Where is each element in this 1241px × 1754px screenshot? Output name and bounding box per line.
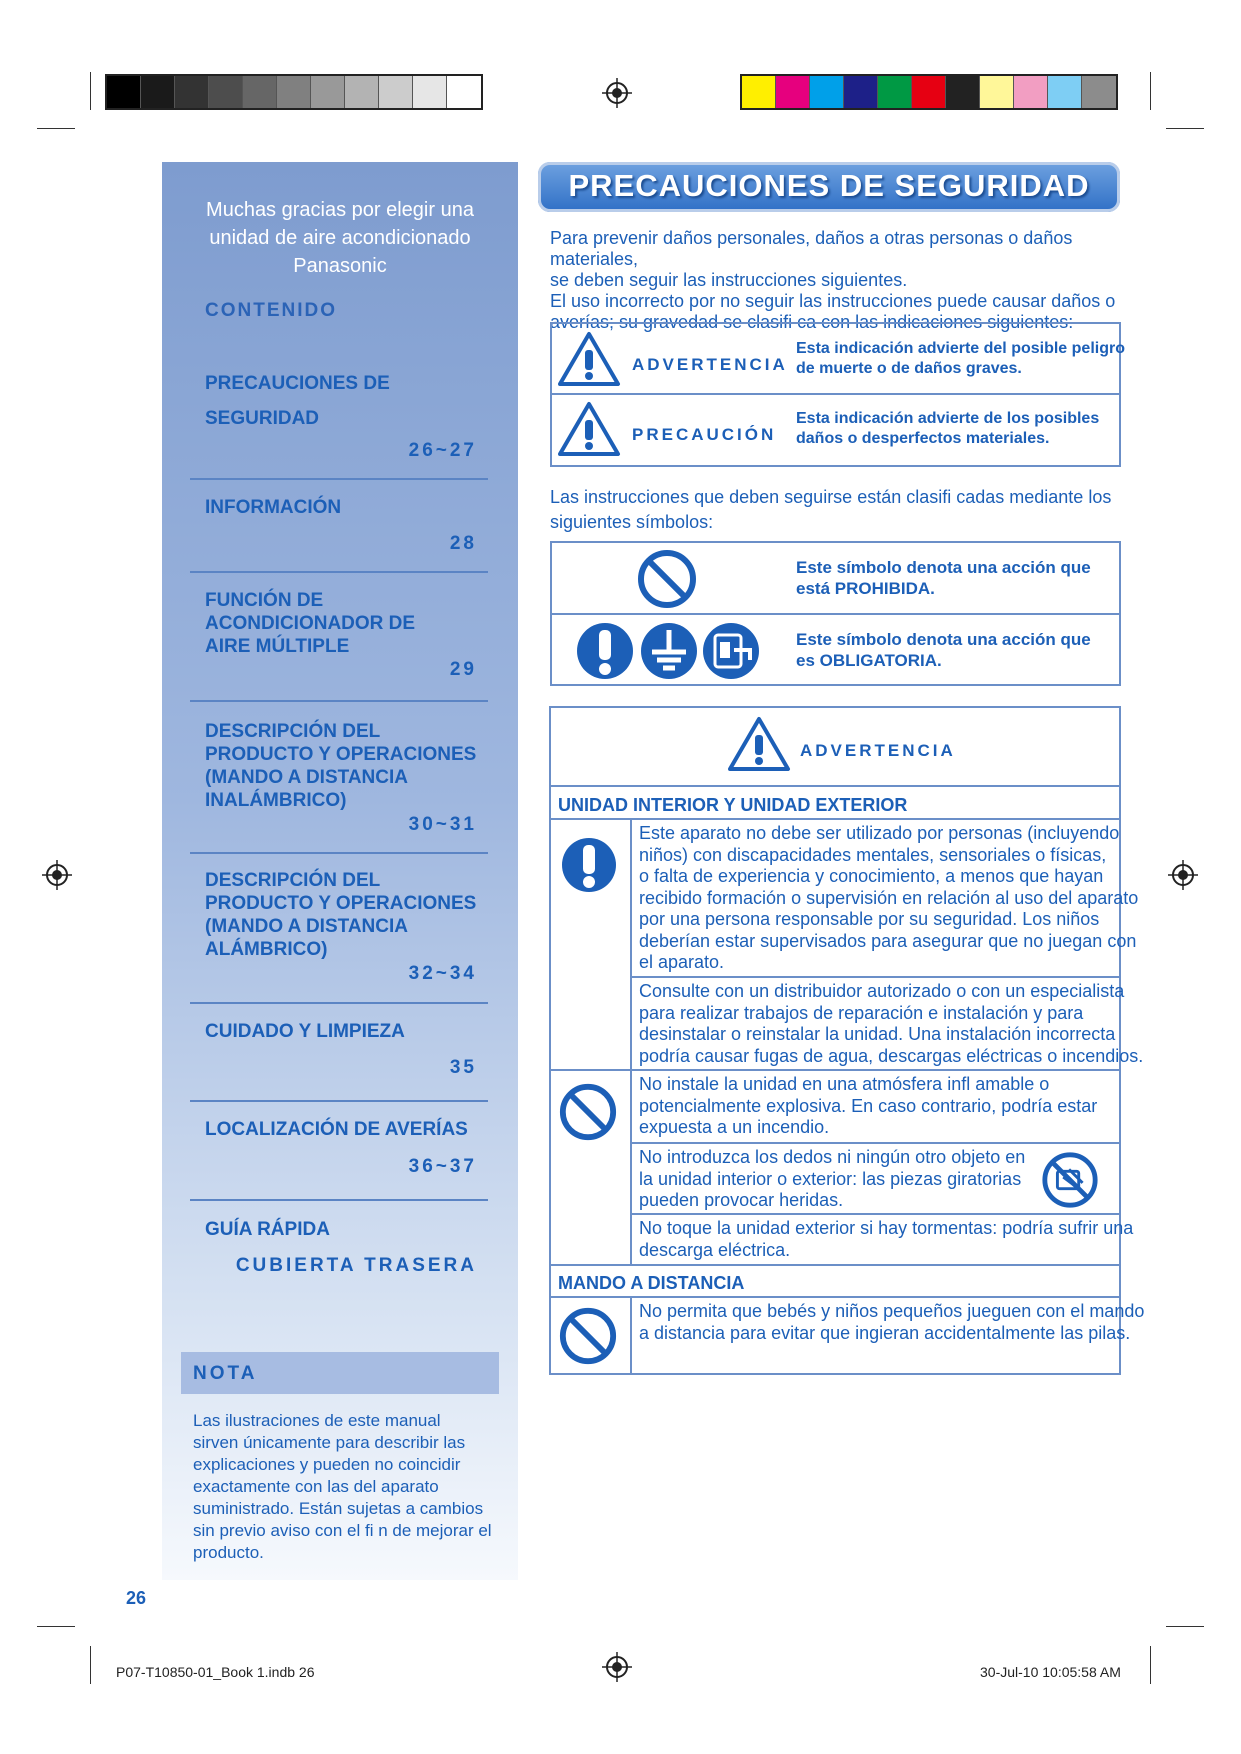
toc-title-line: (MANDO A DISTANCIA: [205, 916, 408, 937]
rule-line: No toque la unidad exterior si hay tormentas: podría sufrir una: [639, 1218, 1134, 1238]
level-line: daños o desperfectos materiales.: [796, 430, 1050, 447]
prohibited-icon: [636, 548, 698, 610]
rule-line: niños) con discapacidades mentales, sensoriales o físicas,: [639, 844, 1107, 865]
note-line: explicaciones y pueden no coincidir: [193, 1455, 461, 1474]
toc-title-line: INALÁMBRICO): [205, 790, 347, 811]
rule-line: recibido formación o supervisión en relación al uso del aparato: [639, 887, 1139, 908]
page-title: PRECAUCIONES DE SEGURIDAD: [568, 168, 1090, 203]
toc-item-page: 35: [449, 1057, 477, 1078]
rule-line: No instale la unidad en una atmósfera inﬂ amable o: [639, 1074, 1050, 1094]
rule-line: o falta de experiencia y conocimiento, a menos que hayan: [639, 866, 1104, 886]
toc-item-title[interactable]: [205, 1218, 330, 1241]
toc-item-page: 28: [449, 533, 477, 554]
warning-box-label: ADVERTENCIA: [800, 741, 956, 760]
intro-text: [550, 228, 1130, 333]
symbol-line: Este símbolo denota una acción que: [796, 630, 1091, 649]
table-divider: [549, 1264, 1121, 1266]
toc-divider: [190, 1100, 488, 1102]
toc-title-line: GUÍA RÁPIDA: [205, 1219, 330, 1240]
level-label-advertencia: ADVERTENCIA: [632, 355, 788, 374]
rule-text: [639, 823, 1138, 974]
toc-title-line: (MANDO A DISTANCIA: [205, 767, 408, 788]
rule-line: el aparato.: [639, 952, 725, 972]
mandatory-icon: [574, 620, 636, 682]
symbols-intro-line: siguientes símbolos:: [550, 512, 714, 532]
rule-line: No introduzca los dedos ni ningún otro objeto en: [639, 1147, 1026, 1167]
mandatory-icon: [560, 836, 618, 894]
thanks-line: unidad de aire acondicionado: [209, 227, 471, 249]
rule-line: Consulte con un distribuidor autorizado o con un especialista: [639, 981, 1125, 1001]
intro-line: El uso incorrecto por no seguir las instrucciones puede causar daños o: [550, 291, 1116, 311]
table-divider: [630, 1142, 1121, 1144]
section-heading: UNIDAD INTERIOR Y UNIDAD EXTERIOR: [558, 795, 908, 815]
column-divider: [630, 1296, 632, 1375]
registration-mark-icon: [42, 860, 72, 890]
toc-title-line: AIRE MÚLTIPLE: [205, 636, 350, 657]
toc-item-title[interactable]: [205, 869, 476, 961]
intro-line: averías; su gravedad se clasiﬁ ca con las indicaciones siguientes:: [550, 312, 1074, 332]
rule-line: deberían estar supervisados para asegurar que no juegan con: [639, 930, 1137, 951]
toc-divider: [190, 571, 488, 573]
toc-title-line: INFORMACIÓN: [205, 497, 342, 518]
toc-item-page: 32~34: [408, 963, 477, 984]
symbol-line: está PROHIBIDA.: [796, 579, 935, 598]
rule-line: Este aparato no debe ser utilizado por personas (incluyendo: [639, 823, 1120, 843]
toc-divider: [190, 1199, 488, 1201]
toc-item-page: 30~31: [408, 814, 477, 835]
note-text: [193, 1410, 493, 1564]
symbols-intro-line: Las instrucciones que deben seguirse están clasiﬁ cadas mediante los: [550, 487, 1112, 507]
note-line: suministrado. Están sujetas a cambios: [193, 1499, 484, 1518]
note-line: exactamente con las del aparato: [193, 1477, 439, 1496]
toc-item-page: 26~27: [408, 440, 477, 461]
warning-triangle-icon: [726, 715, 792, 773]
registration-mark-icon: [602, 1652, 632, 1682]
rule-text: [639, 981, 1143, 1067]
rule-line: podría causar fugas de agua, descargas eléctricas o incendios.: [639, 1045, 1144, 1066]
table-divider: [550, 613, 1121, 615]
rule-text: [639, 1074, 1097, 1139]
rule-text: [639, 1218, 1133, 1261]
toc-title-line: DESCRIPCIÓN DEL: [205, 721, 381, 742]
toc-title-line: ALÁMBRICO): [205, 939, 328, 960]
toc-title-line: ACONDICIONADOR DE: [205, 613, 416, 634]
symbol-line: es OBLIGATORIA.: [796, 651, 942, 670]
crop-mark: [90, 1646, 91, 1684]
toc-title-line: FUNCIÓN DE: [205, 590, 324, 611]
symbol-description: [796, 629, 1091, 671]
rule-text: [639, 1301, 1144, 1344]
level-description: [796, 339, 1125, 379]
unplug-icon: [700, 620, 762, 682]
rule-line: descarga eléctrica.: [639, 1239, 791, 1260]
note-line: sin previo aviso con el ﬁ n de mejorar el: [193, 1521, 492, 1540]
rule-line: No permita que bebés y niños pequeños jueguen con el mando: [639, 1301, 1145, 1321]
rule-line: por una persona responsable por su seguridad. Los niños: [639, 909, 1100, 929]
grayscale-bar: [105, 74, 483, 110]
warning-triangle-icon: [556, 330, 622, 388]
prohibited-icon: [558, 1082, 618, 1142]
rule-line: potencialmente explosiva. En caso contrario, podría estar: [639, 1095, 1098, 1116]
level-line: Esta indicación advierte de los posibles: [796, 410, 1100, 427]
table-divider: [549, 818, 1121, 820]
table-divider: [549, 785, 1121, 787]
toc-title-line: PRODUCTO Y OPERACIONES: [205, 893, 477, 914]
toc-divider: [190, 478, 488, 480]
level-label-precaucion: PRECAUCIÓN: [632, 425, 777, 444]
crop-mark: [37, 1626, 75, 1627]
toc-item-page: CUBIERTA TRASERA: [235, 1255, 477, 1276]
toc-item-title[interactable]: [205, 366, 390, 436]
caution-triangle-icon: [556, 400, 622, 458]
toc-title-line: PRECAUCIONES DE: [205, 373, 390, 394]
crop-mark: [1150, 72, 1151, 110]
registration-mark-icon: [602, 78, 632, 108]
rule-text: [639, 1147, 1025, 1212]
toc-divider: [190, 852, 488, 854]
toc-item-title[interactable]: [205, 720, 476, 812]
toc-item-title[interactable]: [205, 1118, 468, 1141]
table-divider: [630, 1213, 1121, 1215]
rule-line: para realizar trabajos de reparación e instalación y para: [639, 1002, 1084, 1023]
toc-title-line: PRODUCTO Y OPERACIONES: [205, 744, 477, 765]
registration-mark-icon: [1168, 860, 1198, 890]
crop-mark: [1166, 128, 1204, 129]
intro-line: se deben seguir las instrucciones siguientes.: [550, 270, 908, 290]
symbol-description: [796, 557, 1091, 599]
toc-title-line: CUIDADO Y LIMPIEZA: [205, 1021, 405, 1042]
column-divider: [630, 818, 632, 1264]
note-label: NOTA: [193, 1363, 258, 1384]
toc-divider: [190, 700, 488, 702]
toc-title-line: SEGURIDAD: [205, 408, 320, 429]
level-line: de muerte o de daños graves.: [796, 360, 1022, 377]
table-divider: [549, 1069, 1121, 1071]
page-number: 26: [126, 1588, 147, 1608]
prohibited-icon: [558, 1306, 618, 1366]
crop-mark: [37, 128, 75, 129]
table-divider: [550, 393, 1121, 395]
rule-line: pueden provocar heridas.: [639, 1190, 844, 1210]
level-description: [796, 409, 1099, 449]
thanks-line: Panasonic: [293, 255, 387, 277]
footer-file-info: P07-T10850-01_Book 1.indb 26: [116, 1664, 315, 1680]
section-heading: MANDO A DISTANCIA: [558, 1273, 745, 1293]
level-line: Esta indicación advierte del posible peligro: [796, 340, 1125, 357]
footer-timestamp: 30-Jul-10 10:05:58 AM: [980, 1664, 1121, 1680]
toc-title-line: LOCALIZACIÓN DE AVERÍAS: [205, 1119, 468, 1140]
toc-title-line: DESCRIPCIÓN DEL: [205, 870, 381, 891]
color-bar: [740, 74, 1118, 110]
toc-item-page: 36~37: [408, 1156, 477, 1177]
rule-line: la unidad interior o exterior: las piezas giratorias: [639, 1168, 1022, 1189]
intro-line: Para prevenir daños personales, daños a otras personas o daños materiales,: [550, 228, 1073, 269]
toc-item-title[interactable]: [205, 496, 341, 519]
crop-mark: [90, 72, 91, 110]
ground-icon: [638, 620, 700, 682]
symbol-line: Este símbolo denota una acción que: [796, 558, 1091, 577]
toc-item-title[interactable]: [205, 1020, 405, 1043]
note-line: producto.: [193, 1543, 264, 1562]
rule-line: expuesta a un incendio.: [639, 1117, 830, 1137]
table-divider: [630, 976, 1121, 978]
toc-divider: [190, 1002, 488, 1004]
symbols-intro: [550, 485, 1130, 535]
rule-line: a distancia para evitar que ingieran accidentalmente las pilas.: [639, 1322, 1131, 1343]
rule-line: desinstalar o reinstalar la unidad. Una instalación incorrecta: [639, 1024, 1116, 1044]
crop-mark: [1166, 1626, 1204, 1627]
toc-item-page: 29: [449, 659, 477, 680]
note-line: Las ilustraciones de este manual: [193, 1411, 441, 1430]
toc-item-title[interactable]: [205, 589, 415, 658]
no-fingers-icon: [1040, 1150, 1100, 1210]
thanks-message: [162, 196, 518, 280]
note-line: sirven únicamente para describir las: [193, 1433, 466, 1452]
contents-heading: CONTENIDO: [205, 300, 337, 321]
table-divider: [549, 1296, 1121, 1298]
thanks-line: Muchas gracias por elegir una: [206, 199, 474, 221]
crop-mark: [1150, 1646, 1151, 1684]
